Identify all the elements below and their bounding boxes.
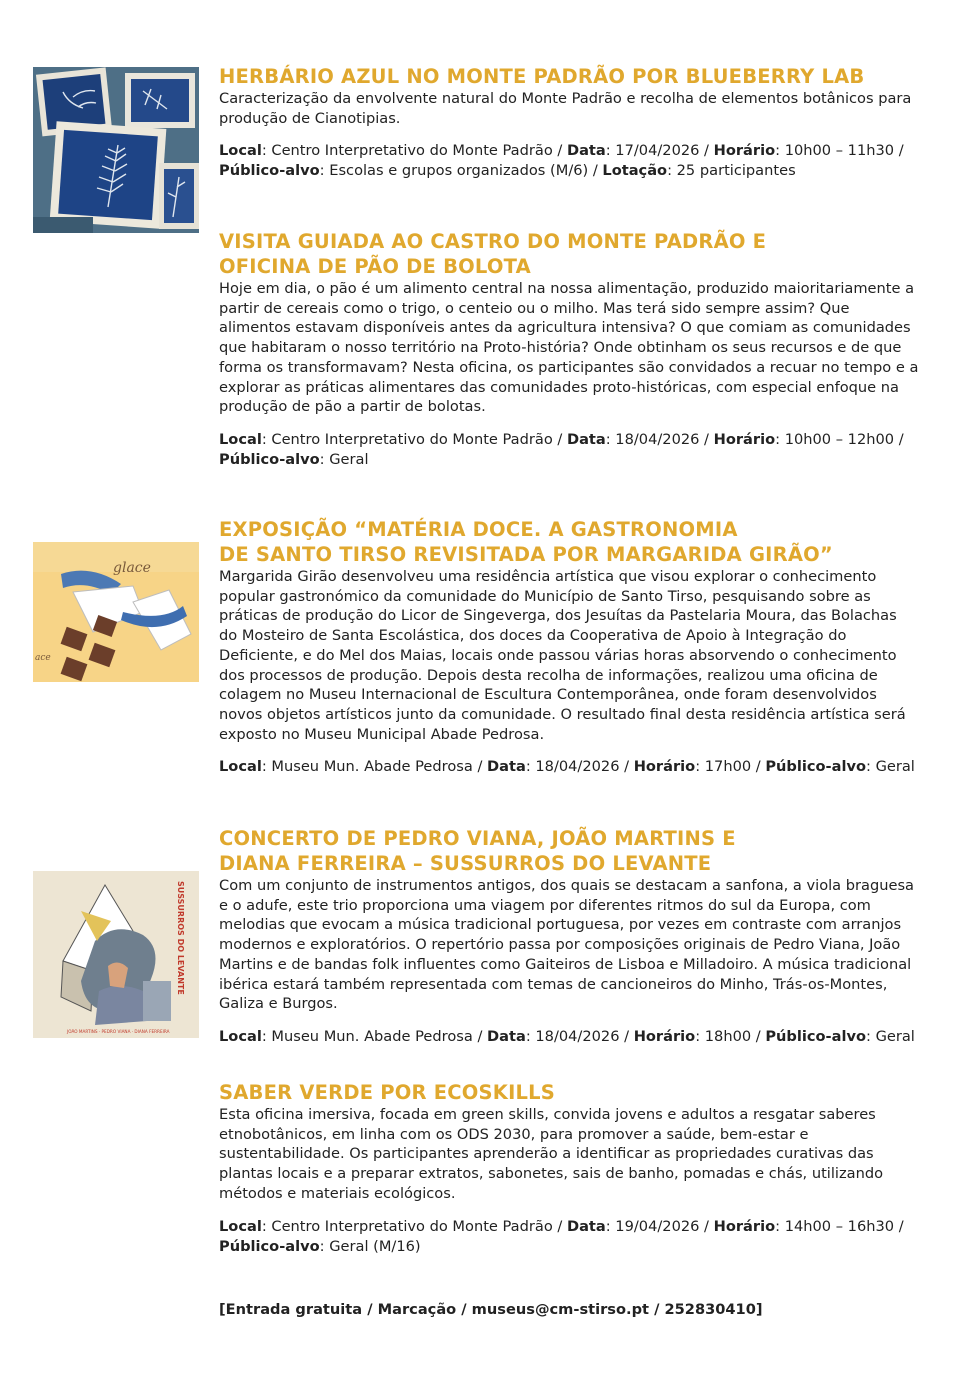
- meta-label: Data: [487, 758, 526, 776]
- meta-label: Local: [219, 430, 262, 448]
- meta-value: : 18/04/2026 /: [605, 430, 714, 448]
- event-visita-castro: [219, 229, 919, 470]
- meta-value: : Museu Mun. Abade Pedrosa /: [261, 1027, 488, 1045]
- meta-label: Horário: [633, 1027, 696, 1045]
- meta-value: : 18h00 /: [695, 1027, 766, 1045]
- svg-text:ace: ace: [35, 653, 51, 663]
- event-title: [219, 826, 919, 876]
- meta-label: Público-alvo: [765, 1027, 867, 1045]
- meta-label: Público-alvo: [219, 162, 320, 180]
- event-details: [219, 1217, 919, 1257]
- event-title-line: EXPOSIÇÃO “MATÉRIA DOCE. A GASTRONOMIA: [219, 518, 738, 541]
- meta-value: : Geral: [866, 758, 915, 776]
- event-title-line: DE SANTO TIRSO REVISITADA POR MARGARIDA GIRÃO”: [219, 543, 833, 566]
- event-details: [219, 430, 919, 470]
- event-title-line: SABER VERDE POR ECOSKILLS: [219, 1081, 556, 1104]
- meta-value: : 19/04/2026 /: [605, 1217, 714, 1235]
- event-description: Margarida Girão desenvolveu uma residência artística que visou explorar o conhecimento popular gastronómico da comunidade do Município de Santo Tirso, pesquisando sobre as práticas de produção do Licor de Singeverga, dos Jesuítas da Pastelaria Moura, das Bolachas do Mosteiro de Santa Escolástica, dos doces da Cooperativa de Apoio à Integração do Deficiente, e do Mel dos Maias, locais onde passou várias horas absorvendo o conhecimento dos processos de produção. Depois desta recolha de informações, realizou uma oficina de colagem no Museu Internacional de Escultura Contemporânea, onde foram desenvolvidos novos objetos artísticos junto da comunidade. O resultado final desta residência artística será exposto no Museu Municipal Abade Pedrosa.: [219, 568, 906, 743]
- meta-label: Data: [566, 142, 606, 160]
- meta-label: Local: [219, 1217, 262, 1235]
- event-exposicao-materia-doce: [219, 517, 919, 777]
- meta-value: : 10h00 – 11h30 /: [775, 142, 904, 160]
- meta-label: Público-alvo: [219, 450, 320, 468]
- meta-value: : 17/04/2026 /: [605, 142, 714, 160]
- event-details: [219, 141, 919, 181]
- meta-value: : 25 participantes: [667, 162, 796, 180]
- meta-label: Horário: [713, 142, 776, 160]
- event-concerto-sussurros: [219, 826, 919, 1047]
- meta-label: Horário: [633, 758, 696, 776]
- meta-value: : 18/04/2026 /: [525, 1027, 634, 1045]
- meta-label: Local: [219, 1027, 262, 1045]
- meta-value: : 14h00 – 16h30 /: [775, 1217, 904, 1235]
- album-cover-image: [33, 871, 199, 1038]
- meta-value: : Escolas e grupos organizados (M/6) /: [319, 162, 603, 180]
- album-credits: JOÃO MARTINS · PEDRO VIANA · DIANA FERREIRA: [67, 1029, 170, 1034]
- meta-value: : 10h00 – 12h00 /: [775, 430, 904, 448]
- meta-label: Horário: [713, 1217, 776, 1235]
- event-title-line: OFICINA DE PÃO DE BOLOTA: [219, 255, 531, 278]
- meta-value: : Centro Interpretativo do Monte Padrão /: [261, 142, 567, 160]
- meta-label: Lotação: [602, 162, 668, 180]
- meta-value: : Museu Mun. Abade Pedrosa /: [261, 758, 488, 776]
- cyanotype-photo: [33, 67, 199, 233]
- meta-value: : Geral: [866, 1027, 915, 1045]
- album-title: SUSSURROS DO LEVANTE: [176, 881, 185, 995]
- meta-value: : Centro Interpretativo do Monte Padrão /: [261, 1217, 567, 1235]
- event-description: Esta oficina imersiva, focada em green skills, convida jovens e adultos a resgatar saberes etnobotânicos, em linha com os ODS 2030, para promover a saúde, bem-estar e sustentabilidade. Os participantes aprenderão a identificar as propriedades curativas das plantas locais e a preparar extratos, sabonetes, sais de banho, pomadas e chás, utilizando métodos e materiais ecológicos.: [219, 1106, 884, 1202]
- meta-label: Público-alvo: [765, 758, 867, 776]
- event-title-line: CONCERTO DE PEDRO VIANA, JOÃO MARTINS E: [219, 827, 736, 850]
- event-title: [219, 64, 919, 89]
- meta-label: Data: [566, 1217, 606, 1235]
- event-title: [219, 1080, 919, 1105]
- meta-label: Data: [566, 430, 606, 448]
- meta-value: : 17h00 /: [695, 758, 766, 776]
- event-details: [219, 757, 919, 777]
- meta-label: Público-alvo: [219, 1237, 320, 1255]
- event-title: [219, 517, 919, 567]
- meta-label: Local: [219, 758, 262, 776]
- meta-value: : Geral (M/16): [319, 1237, 421, 1255]
- event-description: Com um conjunto de instrumentos antigos, dos quais se destacam a sanfona, a viola braguesa e o adufe, este trio proporciona uma viagem por diferentes ritmos do sul da Europa, com melodias que evocam a música tradicional portuguesa, por vezes em contraste com arranjos modernos e exploratórios. O repertório passa por composições originais de Pedro Viana, João Martins e de bandas folk influentes como Gaiteiros de Lisboa e Milladoiro. A música tradicional ibérica estará também representada com temas de cancioneiros do Minho, Trás-os-Montes, Galiza e Burgos.: [219, 877, 914, 1013]
- meta-label: Horário: [713, 430, 776, 448]
- event-description: Hoje em dia, o pão é um alimento central na nossa alimentação, produzido maioritariamente a partir de cereais como o trigo, o centeio ou o milho. Mas terá sido sempre assim? Que alimentos estavam disponíveis antes da agricultura intensiva? O que comiam as comunidades que habitaram o nosso território na Proto-história? Onde obtinham os seus recursos e de que forma os transformavam? Nesta oficina, os participantes são convidados a recuar no tempo e a explorar as práticas alimentares das comunidades proto-históricas, com especial enfoque na produção de pão a partir de bolotas.: [219, 280, 919, 416]
- event-title-line: DIANA FERREIRA – SUSSURROS DO LEVANTE: [219, 852, 712, 875]
- meta-value: : 18/04/2026 /: [525, 758, 634, 776]
- event-details: [219, 1027, 919, 1047]
- glace-text: glace: [113, 560, 151, 576]
- meta-value: : Centro Interpretativo do Monte Padrão /: [261, 430, 567, 448]
- event-herbario-azul: [219, 64, 919, 181]
- event-title: [219, 229, 919, 279]
- event-title-line: HERBÁRIO AZUL NO MONTE PADRÃO POR BLUEBERRY LAB: [219, 65, 865, 88]
- event-saber-verde: [219, 1080, 919, 1257]
- booking-footer: [Entrada gratuita / Marcação / museus@cm-stirso.pt / 252830410]: [219, 1301, 763, 1318]
- event-description: Caracterização da envolvente natural do Monte Padrão e recolha de elementos botânicos para produção de Cianotipias.: [219, 90, 912, 127]
- meta-value: : Geral: [319, 450, 369, 468]
- collage-image: [33, 542, 199, 682]
- meta-label: Local: [219, 142, 262, 160]
- meta-label: Data: [487, 1027, 526, 1045]
- event-title-line: VISITA GUIADA AO CASTRO DO MONTE PADRÃO E: [219, 230, 767, 253]
